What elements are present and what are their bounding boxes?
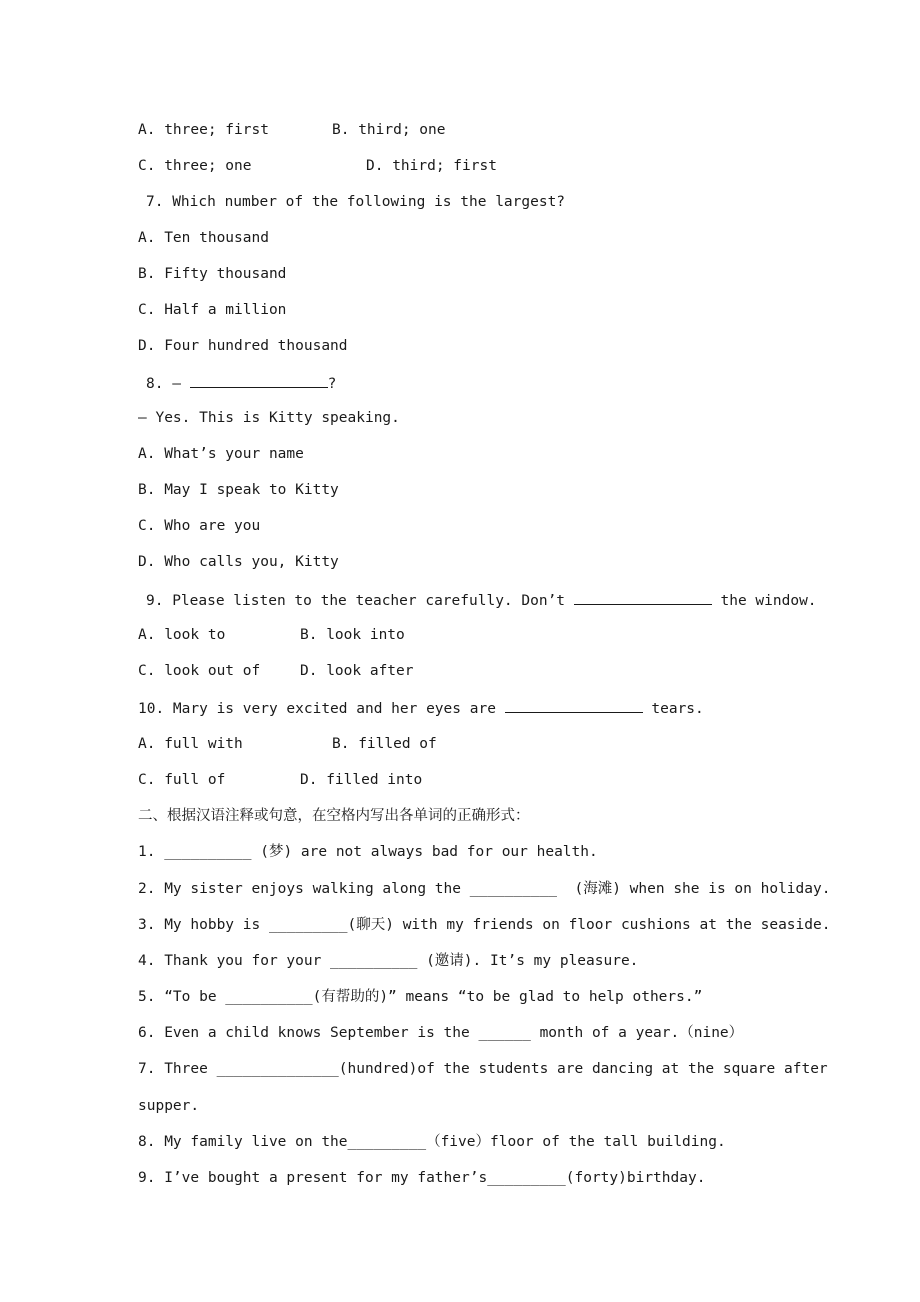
q9-stem [146, 590, 817, 610]
section-2-item: 9. I’ve bought a present for my father’s_________(forty)birthday. [138, 1170, 706, 1186]
section-2-item: 4. Thank you for your __________ (邀请). It’s my pleasure. [138, 953, 639, 969]
q10-option-d: D. filled into [300, 772, 423, 788]
q8-option-b: B. May I speak to Kitty [138, 482, 339, 498]
q6-option-c: C. three; one [138, 158, 252, 174]
q7-option-d: D. Four hundred thousand [138, 338, 348, 354]
q10-stem [138, 698, 704, 718]
q7-option-b: B. Fifty thousand [138, 266, 287, 282]
q9-stem-suffix: the window. [711, 593, 817, 609]
section-2-item: 5. “To be __________(有帮助的)” means “to be glad to help others.” [138, 989, 703, 1005]
section-2-item: 1. __________ (梦) are not always bad for our health. [138, 844, 598, 860]
q9-option-d: D. look after [300, 663, 414, 679]
q9-answer-blank[interactable] [574, 590, 712, 605]
q9-option-b: B. look into [300, 627, 405, 643]
q8-answer-blank[interactable] [190, 373, 328, 388]
q6-option-d: D. third; first [366, 158, 497, 174]
q10-option-a: A. full with [138, 736, 243, 752]
section-2-title: 二、根据汉语注释或句意，在空格内写出各单词的正确形式： [138, 808, 530, 824]
section-2-item-continued: supper. [138, 1098, 200, 1114]
q8-reply: — Yes. This is Kitty speaking. [138, 410, 400, 426]
q6-option-a: A. three; first [138, 122, 269, 138]
section-2-item: 7. Three ______________(hundred)of the students are dancing at the square after [138, 1061, 828, 1077]
q8-option-c: C. Who are you [138, 518, 261, 534]
section-2-item: 3. My hobby is _________(聊天) with my friends on floor cushions at the seaside. [138, 917, 831, 933]
q10-option-b: B. filled of [332, 736, 437, 752]
q9-stem-prefix: 9. Please listen to the teacher carefully. Don’t [146, 593, 574, 609]
q7-stem: 7. Which number of the following is the largest? [146, 194, 566, 210]
q8-option-a: A. What’s your name [138, 446, 304, 462]
q8-stem-prefix: 8. — [146, 376, 190, 392]
section-2-item: 8. My family live on the_________（five）floor of the tall building. [138, 1134, 726, 1150]
section-2-item: 6. Even a child knows September is the ______ month of a year.（nine） [138, 1025, 744, 1041]
q10-stem-prefix: 10. Mary is very excited and her eyes are [138, 701, 505, 717]
q7-option-c: C. Half a million [138, 302, 287, 318]
q6-option-b: B. third; one [332, 122, 446, 138]
q8-stem [146, 373, 336, 393]
q7-option-a: A. Ten thousand [138, 230, 269, 246]
q8-stem-suffix: ? [327, 376, 337, 392]
q10-option-c: C. full of [138, 772, 226, 788]
q9-option-c: C. look out of [138, 663, 261, 679]
q8-option-d: D. Who calls you, Kitty [138, 554, 339, 570]
q10-stem-suffix: tears. [642, 701, 704, 717]
q9-option-a: A. look to [138, 627, 226, 643]
section-2-item: 2. My sister enjoys walking along the __________ (海滩) when she is on holiday. [138, 881, 831, 897]
q10-answer-blank[interactable] [505, 698, 643, 713]
